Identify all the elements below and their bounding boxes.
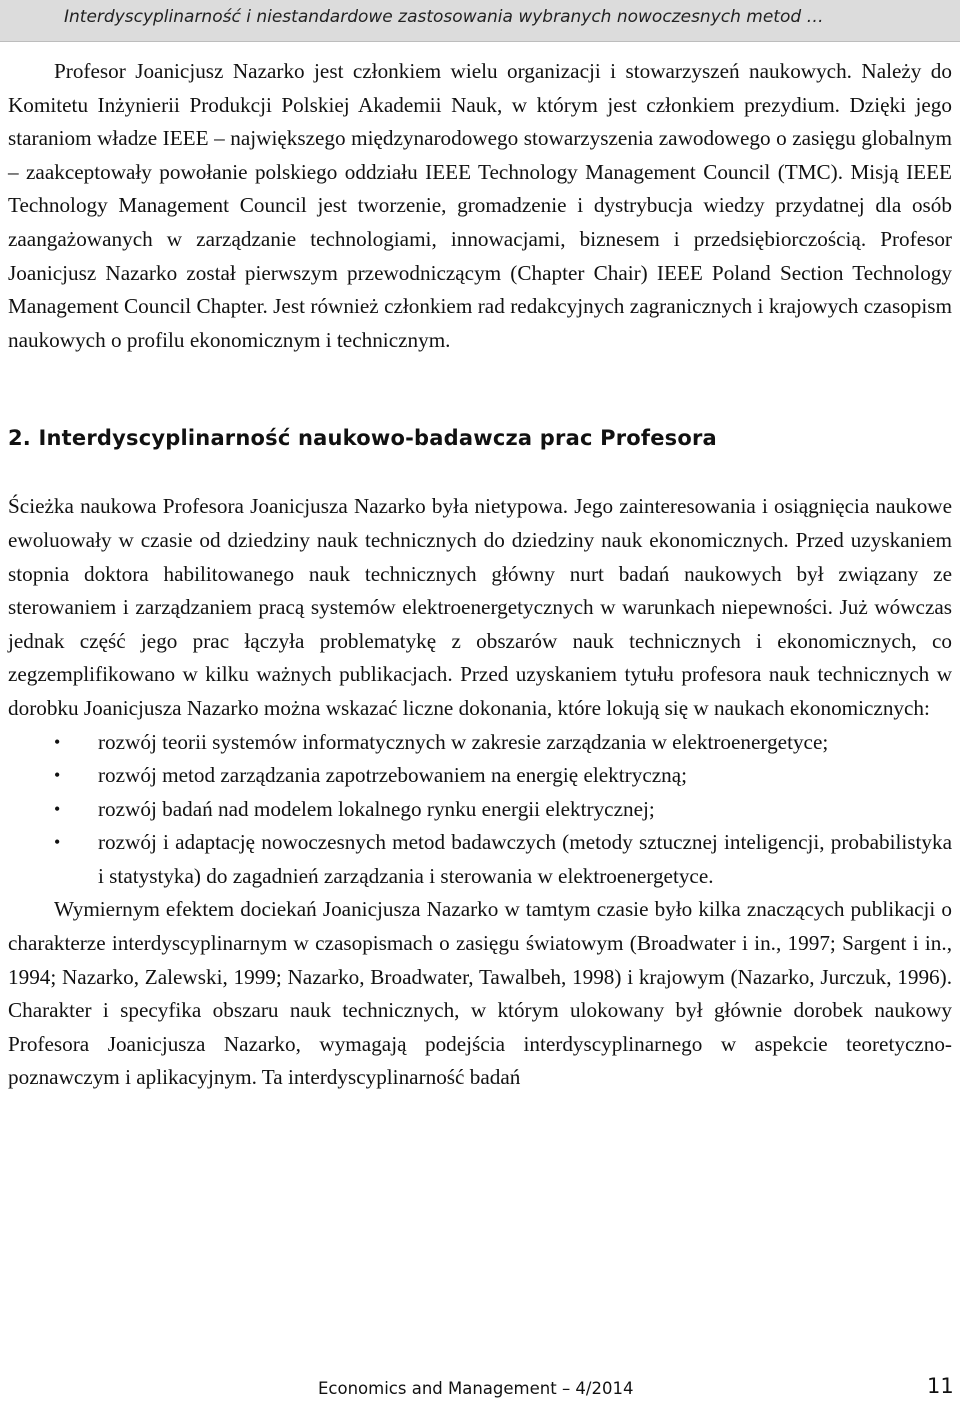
running-header	[0, 0, 960, 42]
bullet-icon: •	[54, 731, 61, 752]
bullet-icon: •	[54, 832, 61, 853]
list-item	[8, 826, 952, 893]
section-heading: 2. Interdyscyplinarność naukowo-badawcza prac Profesora	[8, 426, 717, 451]
list-item-text: rozwój badań nad modelem lokalnego rynku energii elektrycznej;	[98, 796, 655, 821]
achievements-list	[8, 726, 952, 894]
list-item-text: rozwój i adaptację nowoczesnych metod badawczych (metody sztucznej inteligencji, probabilistyka i statystyka) do zagadnień zarządzania i sterowania w elektroenergetyce.	[98, 830, 952, 888]
journal-name: Economics and Management – 4/2014	[318, 1379, 634, 1398]
list-item	[8, 726, 952, 760]
paragraph-membership: Profesor Joanicjusz Nazarko jest członkiem wielu organizacji i stowarzyszeń naukowych. Należy do Komitetu Inżynierii Produkcji Polskiej Akademii Nauk, w którym jest członkiem prezydium. Dzięki jego staraniom władze IEEE – największego międzynarodowego stowarzyszenia zawodowego o zasięgu globalnym – zaakceptowały powołanie polskiego oddziału IEEE Technology Management Council (TMC). Misją IEEE Technology Management Council jest tworzenie, gromadzenie i dystrybucja wiedzy przydatnej dla osób zaangażowanych w zarządzanie technologiami, innowacjami, biznesem i przedsiębiorczością. Profesor Joanicjusz Nazarko został pierwszym przewodniczącym (Chapter Chair) IEEE Poland Section Technology Management Council Chapter. Jest również członkiem rad redakcyjnych zagranicznych i krajowych czasopism naukowych o profilu ekonomicznym i technicznym.	[8, 59, 952, 352]
list-item-text: rozwój metod zarządzania zapotrzebowaniem na energię elektryczną;	[98, 763, 688, 788]
running-title: Interdyscyplinarność i niestandardowe zastosowania wybranych nowoczesnych metod …	[64, 7, 824, 27]
page-content	[8, 55, 952, 1095]
bullet-icon: •	[54, 798, 61, 819]
page-number: 11	[927, 1374, 954, 1398]
list-item	[8, 759, 952, 793]
bullet-icon: •	[54, 765, 61, 786]
paragraph-scientific-path: Ścieżka naukowa Profesora Joanicjusza Nazarko była nietypowa. Jego zainteresowania i osiągnięcia naukowe ewoluowały w czasie od dziedziny nauk technicznych do dziedziny nauk ekonomicznych. Przed uzyskaniem stopnia doktora habilitowanego nauk technicznych główny nurt badań naukowych był związany ze sterowaniem i zarządzaniem pracą systemów elektroenergetycznych w warunkach niepewności. Już wówczas jednak część jego prac łączyła problematykę z obszarów nauk technicznych i ekonomicznych, co zegzemplifikowano w kilku ważnych publikacjach. Przed uzyskaniem tytułu profesora nauk technicznych w dorobku Joanicjusza Nazarko można wskazać liczne dokonania, które lokują się w naukach ekonomicznych:	[8, 494, 952, 720]
paragraph-publications: Wymiernym efektem dociekań Joanicjusza Nazarko w tamtym czasie było kilka znaczących publikacji o charakterze interdyscyplinarnym w czasopismach o zasięgu światowym (Broadwater i in., 1997; Sargent i in., 1994; Nazarko, Zalewski, 1999; Nazarko, Broadwater, Tawalbeh, 1998) i krajowym (Nazarko, Jurczuk, 1996). Charakter i specyfika obszaru nauk technicznych, w którym ulokowany był głównie dorobek naukowy Profesora Joanicjusza Nazarko, wymagają podejścia interdyscyplinarnego w aspekcie teoretyczno-poznawczym i aplikacyjnym. Ta interdyscyplinarność badań	[8, 897, 952, 1090]
list-item	[8, 793, 952, 827]
list-item-text: rozwój teorii systemów informatycznych w zakresie zarządzania w elektroenergetyce;	[98, 729, 829, 754]
